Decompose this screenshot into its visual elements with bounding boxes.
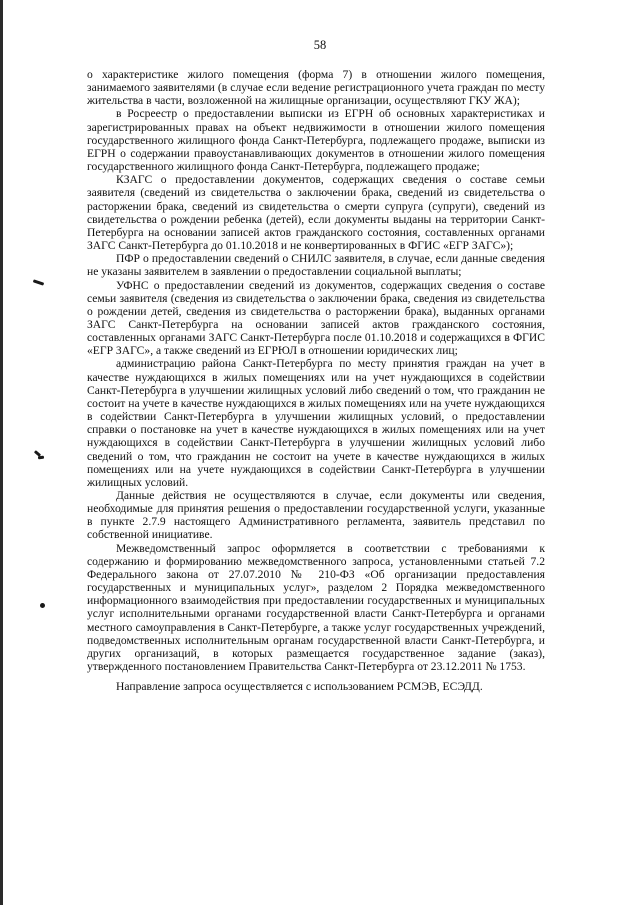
paragraph-housing-characteristic: о характеристике жилого помещения (форма 7) в отношении жилого помещения, занимаемого заявителями (в случае если ведение регистрационного учета граждан по месту жительства в части, возложенной на жилищные организации, осуществляют ГКУ ЖА); xyxy=(87,68,545,108)
paragraph-rosreestr: в Росреестр о предоставлении выписки из ЕГРН об основных характеристиках и зарегистрированных правах на объект недвижимости в отношении жилого помещения государственного жилищного фонда Санкт-Петербурга, подлежащего продаже, выписки из ЕГРН о содержании правоустанавливающих документов в отношении жилого помещения государственного жилищного фонда Санкт-Петербурга, подлежащего продаже; xyxy=(87,107,545,174)
margin-mark xyxy=(33,279,44,285)
margin-mark xyxy=(38,456,44,460)
page-number: 58 xyxy=(313,38,327,52)
scan-left-edge xyxy=(0,0,3,905)
paragraph-pfr: ПФР о предоставлении сведений о СНИЛС заявителя, в случае, если данные сведения не указаны заявителем в заявлении о предоставлении социальной выплаты; xyxy=(87,252,545,279)
body-text xyxy=(87,68,545,693)
paragraph-district-administration: администрацию района Санкт-Петербурга по месту принятия граждан на учет в качестве нуждающихся в жилых помещениях или на учет нуждающихся в содействии Санкт-Петербурга в улучшении жилищных условий либо сведений о том, что гражданин не состоит на учете в качестве нуждающихся в жилых помещениях или на учете нуждающихся в содействии Санкт-Петербурга в улучшении жилищных условий, о предоставлении справки о постановке на учет в качестве нуждающихся в жилых помещениях или на учет нуждающихся в содействии Санкт-Петербурга в улучшении жилищных условий либо сведений о том, что гражданин не состоит на учете в качестве нуждающихся в жилых помещениях или на учете нуждающихся в содействии Санкт-Петербурга в улучшении жилищных условий. xyxy=(87,357,545,489)
paragraph-kzags: КЗАГС о предоставлении документов, содержащих сведения о составе семьи заявителя (сведений из свидетельства о заключении брака, сведений из свидетельства о расторжении брака, сведений из свидетельства о смерти супруга (супруги), сведений из свидетельства о рождении ребенка (детей), если документы выданы на территории Санкт-Петербурга на основании записей актов гражданского состояния, составленных органами ЗАГС Санкт-Петербурга до 01.10.2018 и не конвертированных в ФГИС «ЕГР ЗАГС»); xyxy=(87,173,545,253)
paragraph-actions-not-performed: Данные действия не осуществляются в случае, если документы или сведения, необходимые для принятия решения о предоставлении государственной услуги, указанные в пункте 2.7.9 настоящего Административного регламента, заявитель представил по собственной инициативе. xyxy=(87,489,545,542)
paragraph-request-channel: Направление запроса осуществляется с использованием РСМЭВ, ЕСЭДД. xyxy=(116,680,483,694)
paragraph-interagency-request: Межведомственный запрос оформляется в соответствии с требованиями к содержанию и формированию межведомственного запроса, установленными статьей 7.2 Федерального закона от 27.07.2010 № 210-ФЗ «Об организации предоставления государственных и муниципальных услуг», разделом 2 Порядка межведомственного информационного взаимодействия при предоставлении государственных и муниципальных услуг исполнительными органами государственной власти Санкт-Петербурга и органами местного самоуправления в Санкт-Петербурге, а также услуг государственных учреждений, подведомственных исполнительным органам государственной власти Санкт-Петербурга, и других организаций, в которых размещается государственное задание (заказ), утвержденного постановлением Правительства Санкт-Петербурга от 23.12.2011 № 1753. xyxy=(87,541,545,674)
paragraph-ufns: УФНС о предоставлении сведений из документов, содержащих сведения о составе семьи заявителя (сведения из свидетельства о заключении брака, сведения из свидетельства о рождении детей, сведения из свидетельства о расторжении брака), выданных органами ЗАГС Санкт-Петербурга на основании записей актов гражданского состояния, составленных органами ЗАГС Санкт-Петербурга после 01.10.2018 и содержащихся в ФГИС «ЕГР ЗАГС», а также сведений из ЕГРЮЛ в отношении юридических лиц; xyxy=(87,278,545,358)
margin-dot xyxy=(40,603,45,608)
